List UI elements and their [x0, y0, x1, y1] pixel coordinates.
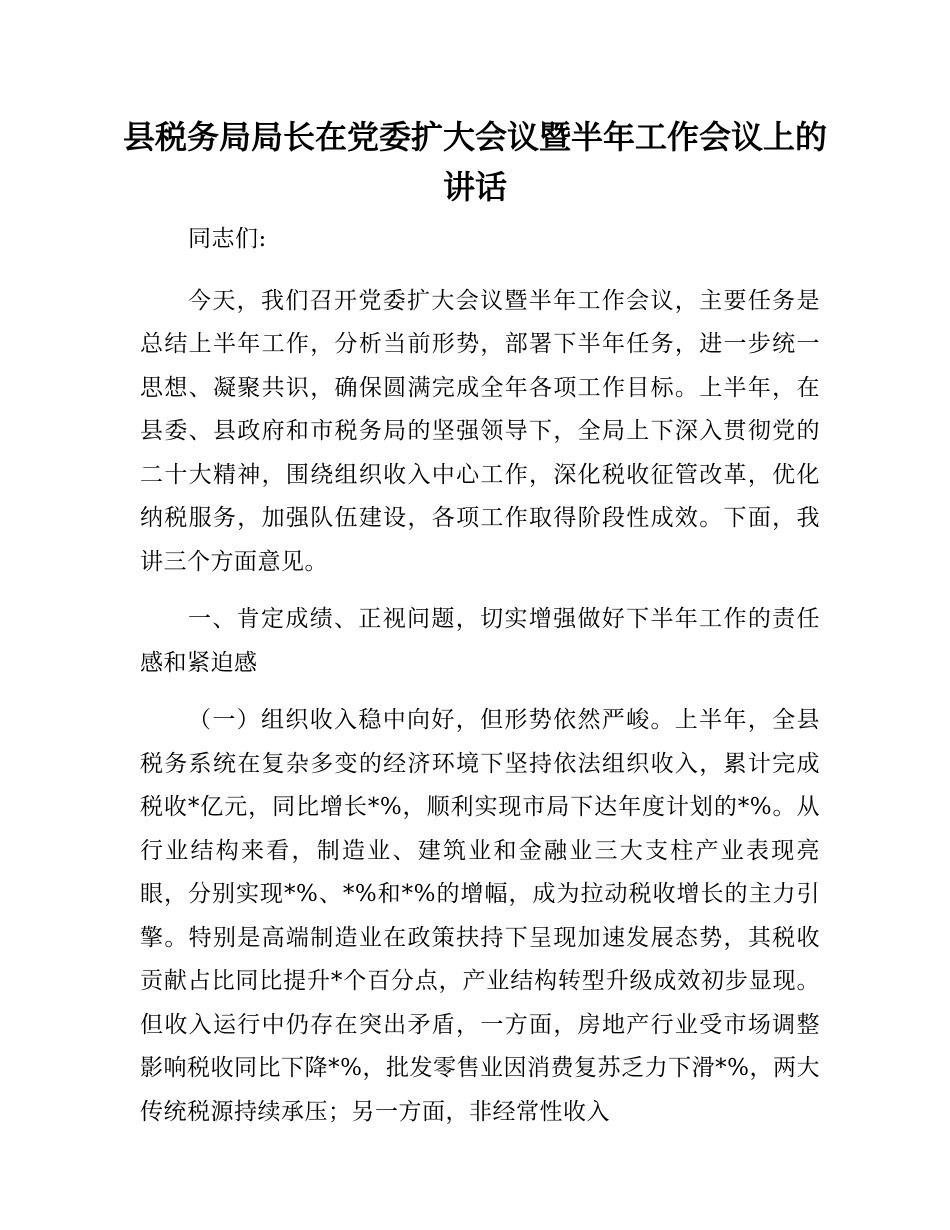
paragraph-intro: 今天，我们召开党委扩大会议暨半年工作会议，主要任务是总结上半年工作，分析当前形势，部署下半年任务，进一步统一思想、凝聚共识，确保圆满完成全年各项工作目标。上半年，在县委、县政府和市税务局的坚强领导下，全局上下深入贯彻党的二十大精神，围绕组织收入中心工作，深化税收征管改革，优化纳税服务，加强队伍建设，各项工作取得阶段性成效。下面，我讲三个方面意见。: [140, 287, 820, 575]
paragraph-subsection-1: （一）组织收入稳中向好，但形势依然严峻。上半年，全县税务系统在复杂多变的经济环境下坚持依法组织收入，累计完成税收*亿元，同比增长*%，顺利实现市局下达年度计划的*%。从行业结构来看，制造业、建筑业和金融业三大支柱产业表现亮眼，分别实现*%、*%和*%的增幅，成为拉动税收增长的主力引擎。特别是高端制造业在政策扶持下呈现加速发展态势，其税收贡献占比同比提升*个百分点，产业结构转型升级成效初步显现。但收入运行中仍存在突出矛盾，一方面，房地产行业受市场调整影响税收同比下降*%，批发零售业因消费复苏乏力下滑*%，两大传统税源持续承压；另一方面，非经常性收入: [140, 707, 820, 1125]
document-body: [140, 218, 820, 1145]
document-title: 县税务局局长在党委扩大会议暨半年工作会议上的讲话: [122, 118, 827, 206]
greeting: 同志们:: [188, 226, 267, 252]
section-heading-1: 一、肯定成绩、正视问题，切实增强做好下半年工作的责任感和紧迫感: [140, 606, 820, 676]
